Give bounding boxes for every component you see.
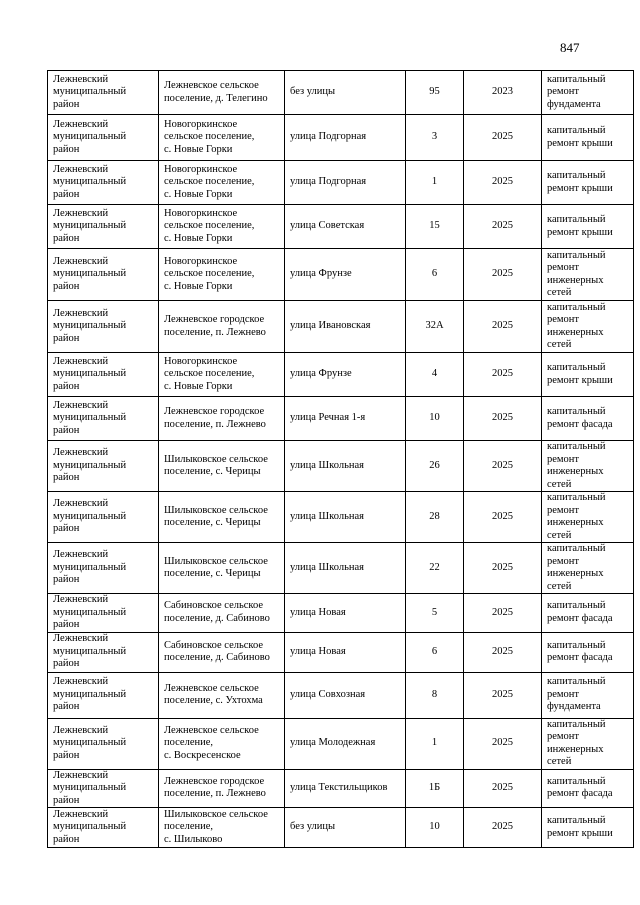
work-type-cell (542, 594, 634, 633)
settlement-cell-line: сельское поселение, (164, 176, 255, 188)
work-type-cell (542, 441, 634, 492)
district-cell (48, 632, 159, 672)
work-type-cell-line: сетей (547, 287, 572, 298)
district-cell-line: район (53, 833, 80, 845)
table-row (48, 543, 634, 594)
table-row (48, 301, 634, 353)
district-cell-line: муниципальный (53, 459, 127, 471)
street-cell: улица Речная 1-я (285, 397, 406, 441)
table-row (48, 353, 634, 397)
settlement-cell (159, 205, 285, 249)
street-cell: улица Новая (285, 594, 406, 633)
work-type-cell-line: капитальный (547, 214, 606, 225)
year-cell: 2025 (464, 594, 542, 633)
district-cell-line: муниципальный (53, 412, 127, 424)
settlement-cell-line: Новогоркинское (164, 255, 238, 267)
district-cell-line: муниципальный (53, 131, 127, 143)
year-cell: 2025 (464, 397, 542, 441)
settlement-cell (159, 397, 285, 441)
work-type-cell-line: ремонт фасада (547, 788, 613, 800)
work-type-cell-line: ремонт крыши (547, 182, 613, 194)
work-type-cell-line: капитальный (547, 441, 606, 452)
work-type-cell (542, 492, 634, 543)
settlement-cell-line: Шилыковское сельское (164, 808, 268, 820)
settlement-cell-line: сельское поселение, (164, 220, 255, 232)
settlement-cell (159, 672, 285, 718)
year-cell: 2025 (464, 301, 542, 353)
work-type-cell (542, 543, 634, 594)
year-cell: 2025 (464, 205, 542, 249)
district-cell-line: район (53, 188, 80, 200)
settlement-cell-line: поселение, (164, 821, 214, 833)
district-cell-line: район (53, 280, 80, 292)
street-cell: улица Школьная (285, 441, 406, 492)
settlement-cell-line: Лежневское городское (164, 775, 265, 787)
house-number-cell: 32А (406, 301, 464, 353)
street-cell: улица Подгорная (285, 161, 406, 205)
district-cell-line: Лежневский (53, 549, 109, 561)
table-row (48, 249, 634, 301)
district-cell-line: Лежневский (53, 163, 109, 175)
district-cell-line: муниципальный (53, 782, 127, 793)
work-type-cell-line: инженерных (547, 466, 604, 477)
settlement-cell-line: Сабиновское сельское (164, 600, 264, 612)
settlement-cell-line: с. Новые Горки (164, 188, 233, 200)
year-cell: 2025 (464, 769, 542, 808)
work-type-cell-line: ремонт (547, 453, 580, 465)
district-cell-line: Лежневский (53, 447, 109, 459)
work-type-cell (542, 353, 634, 397)
table-row (48, 492, 634, 543)
work-type-cell-line: сетей (547, 529, 572, 541)
year-cell: 2025 (464, 543, 542, 594)
work-type-cell-line: фундамента (547, 701, 601, 713)
settlement-cell-line: с. Воскресенское (164, 749, 241, 761)
work-type-cell-line: фундамента (547, 98, 601, 110)
district-cell-line: район (53, 794, 80, 806)
year-cell: 2025 (464, 161, 542, 205)
settlement-cell-line: поселение, д. Сабиново (164, 652, 270, 663)
street-cell: улица Текстильщиков (285, 769, 406, 808)
year-cell: 2025 (464, 353, 542, 397)
table-row (48, 205, 634, 249)
district-cell-line: муниципальный (53, 176, 127, 188)
street-cell: улица Совхозная (285, 672, 406, 718)
table-row (48, 632, 634, 672)
district-cell (48, 397, 159, 441)
settlement-cell-line: поселение, п. Лежнево (164, 418, 266, 430)
district-cell-line: район (53, 232, 80, 244)
district-cell (48, 161, 159, 205)
year-cell: 2025 (464, 115, 542, 161)
settlement-cell-line: Шилыковское сельское (164, 453, 268, 465)
work-type-cell (542, 71, 634, 115)
work-type-cell-line: капитальный (547, 718, 606, 730)
district-cell (48, 718, 159, 769)
district-cell-line: муниципальный (53, 606, 127, 618)
house-number-cell: 10 (406, 808, 464, 848)
work-type-cell-line: ремонт крыши (547, 226, 613, 238)
settlement-cell (159, 71, 285, 115)
table-row (48, 161, 634, 205)
settlement-cell-line: с. Новые Горки (164, 280, 233, 292)
district-cell-line: муниципальный (53, 821, 127, 833)
settlement-cell-line: поселение, (164, 737, 214, 749)
work-type-cell-line: сетей (547, 339, 572, 350)
district-cell-line: муниципальный (53, 368, 127, 380)
district-cell-line: муниципальный (53, 86, 127, 98)
district-cell-line: район (53, 619, 80, 630)
district-cell-line: район (53, 574, 80, 586)
house-number-cell: 3 (406, 115, 464, 161)
district-cell-line: муниципальный (53, 320, 127, 332)
settlement-cell-line: поселение, д. Телегино (164, 92, 268, 104)
house-number-cell: 95 (406, 71, 464, 115)
work-type-cell-line: сетей (547, 580, 572, 592)
street-cell: без улицы (285, 808, 406, 848)
district-cell-line: муниципальный (53, 645, 127, 657)
settlement-cell-line: Лежневское сельское (164, 80, 259, 91)
street-cell: улица Новая (285, 632, 406, 672)
district-cell (48, 769, 159, 808)
work-type-cell-line: сетей (547, 478, 572, 490)
house-number-cell: 6 (406, 249, 464, 301)
street-cell: улица Советская (285, 205, 406, 249)
district-cell-line: Лежневский (53, 633, 109, 645)
work-type-cell-line: ремонт (547, 86, 580, 98)
settlement-cell-line: Шилыковское сельское (164, 555, 268, 567)
street-cell: улица Школьная (285, 543, 406, 594)
year-cell: 2023 (464, 71, 542, 115)
work-type-cell-line: капитальный (547, 543, 606, 554)
settlement-cell (159, 808, 285, 848)
district-cell-line: муниципальный (53, 268, 127, 280)
settlement-cell (159, 718, 285, 769)
work-type-cell-line: ремонт (547, 731, 580, 742)
settlement-cell (159, 441, 285, 492)
settlement-cell-line: Лежневское сельское (164, 724, 259, 736)
settlement-cell (159, 115, 285, 161)
settlement-cell-line: с. Новые Горки (164, 143, 233, 155)
work-type-cell-line: ремонт крыши (547, 374, 613, 386)
work-type-cell-line: ремонт (547, 262, 580, 273)
table-row (48, 808, 634, 848)
district-cell (48, 353, 159, 397)
table-row (48, 71, 634, 115)
district-cell-line: Лежневский (53, 255, 109, 267)
house-number-cell: 10 (406, 397, 464, 441)
district-cell (48, 301, 159, 353)
work-type-cell (542, 161, 634, 205)
settlement-cell-line: Новогоркинское (164, 163, 238, 175)
settlement-cell (159, 161, 285, 205)
district-cell-line: район (53, 424, 80, 436)
district-cell-line: муниципальный (53, 737, 127, 749)
work-type-cell (542, 249, 634, 301)
district-cell-line: муниципальный (53, 510, 127, 522)
work-type-cell (542, 769, 634, 808)
district-cell-line: Лежневский (53, 307, 109, 319)
work-type-cell (542, 808, 634, 848)
street-cell: улица Фрунзе (285, 353, 406, 397)
page-number: 847 (560, 40, 580, 55)
district-cell-line: муниципальный (53, 220, 127, 232)
work-type-cell-line: ремонт крыши (547, 827, 613, 839)
work-type-cell-line: капитальный (547, 775, 606, 787)
work-type-cell-line: капитальный (547, 406, 606, 417)
district-cell-line: Лежневский (53, 676, 109, 688)
work-type-cell-line: инженерных (547, 517, 604, 528)
work-type-cell (542, 397, 634, 441)
house-number-cell: 28 (406, 492, 464, 543)
settlement-cell (159, 594, 285, 633)
house-number-cell: 26 (406, 441, 464, 492)
year-cell: 2025 (464, 249, 542, 301)
district-cell (48, 249, 159, 301)
work-type-cell-line: инженерных (547, 274, 604, 286)
settlement-cell (159, 353, 285, 397)
settlement-cell-line: Сабиновское сельское (164, 639, 264, 651)
work-type-cell-line: капитальный (547, 639, 606, 651)
district-cell (48, 205, 159, 249)
settlement-cell-line: Лежневское сельское (164, 682, 259, 694)
work-type-cell-line: капитальный (547, 600, 606, 612)
settlement-cell-line: Лежневское городское (164, 406, 265, 417)
work-type-cell-line: инженерных (547, 743, 604, 755)
settlement-cell (159, 249, 285, 301)
table-row (48, 397, 634, 441)
work-type-cell-line: инженерных (547, 568, 604, 579)
settlement-cell-line: сельское поселение, (164, 131, 255, 143)
house-number-cell: 4 (406, 353, 464, 397)
district-cell (48, 441, 159, 492)
house-number-cell: 6 (406, 632, 464, 672)
registry-table (47, 70, 634, 848)
settlement-cell-line: с. Шилыково (164, 833, 223, 845)
year-cell: 2025 (464, 718, 542, 769)
district-cell-line: район (53, 523, 80, 535)
house-number-cell: 1 (406, 161, 464, 205)
settlement-cell-line: поселение, с. Черицы (164, 568, 261, 579)
district-cell (48, 71, 159, 115)
district-cell-line: район (53, 143, 80, 155)
work-type-cell-line: ремонт (547, 688, 580, 700)
settlement-cell-line: поселение, п. Лежнево (164, 326, 266, 338)
work-type-cell-line: ремонт (547, 555, 580, 567)
year-cell: 2025 (464, 808, 542, 848)
work-type-cell-line: капитальный (547, 362, 606, 373)
district-cell-line: район (53, 380, 80, 392)
district-cell-line: муниципальный (53, 688, 127, 700)
table-row (48, 115, 634, 161)
settlement-cell (159, 632, 285, 672)
district-cell-line: Лежневский (53, 118, 109, 130)
year-cell: 2025 (464, 441, 542, 492)
house-number-cell: 15 (406, 205, 464, 249)
district-cell (48, 594, 159, 633)
work-type-cell (542, 718, 634, 769)
settlement-cell-line: Новогоркинское (164, 207, 238, 219)
district-cell-line: Лежневский (53, 498, 109, 510)
work-type-cell-line: ремонт фасада (547, 418, 613, 430)
district-cell-line: район (53, 658, 80, 670)
work-type-cell-line: ремонт крыши (547, 137, 613, 149)
work-type-cell-line: капитальный (547, 170, 606, 181)
district-cell-line: Лежневский (53, 399, 109, 411)
work-type-cell-line: инженерных (547, 326, 604, 338)
district-cell-line: Лежневский (53, 355, 109, 367)
settlement-cell (159, 769, 285, 808)
district-cell-line: район (53, 472, 80, 484)
settlement-cell (159, 492, 285, 543)
house-number-cell: 22 (406, 543, 464, 594)
work-type-cell-line: ремонт (547, 314, 580, 325)
settlement-cell-line: поселение, с. Ухтохма (164, 695, 263, 706)
district-cell (48, 672, 159, 718)
work-type-cell-line: капитальный (547, 249, 606, 261)
district-cell-line: Лежневский (53, 808, 109, 820)
district-cell-line: муниципальный (53, 561, 127, 573)
district-cell-line: район (53, 749, 80, 761)
settlement-cell-line: поселение, с. Черицы (164, 466, 261, 477)
year-cell: 2025 (464, 672, 542, 718)
year-cell: 2025 (464, 632, 542, 672)
street-cell: улица Ивановская (285, 301, 406, 353)
settlement-cell-line: Шилыковское сельское (164, 504, 268, 516)
settlement-cell-line: сельское поселение, (164, 268, 255, 280)
settlement-cell-line: поселение, п. Лежнево (164, 788, 266, 800)
work-type-cell-line: капитальный (547, 676, 606, 688)
year-cell: 2025 (464, 492, 542, 543)
work-type-cell (542, 115, 634, 161)
house-number-cell: 8 (406, 672, 464, 718)
work-type-cell-line: ремонт (547, 504, 580, 516)
work-type-cell-line: ремонт фасада (547, 612, 613, 624)
work-type-cell-line: сетей (547, 756, 572, 767)
settlement-cell-line: с. Новые Горки (164, 380, 233, 392)
settlement-cell-line: Новогоркинское (164, 355, 238, 367)
street-cell: без улицы (285, 71, 406, 115)
street-cell: улица Молодежная (285, 718, 406, 769)
district-cell-line: Лежневский (53, 724, 109, 736)
house-number-cell: 1 (406, 718, 464, 769)
district-cell (48, 492, 159, 543)
district-cell-line: Лежневский (53, 73, 109, 85)
street-cell: улица Фрунзе (285, 249, 406, 301)
settlement-cell-line: поселение, д. Сабиново (164, 612, 270, 624)
district-cell (48, 115, 159, 161)
work-type-cell-line: ремонт фасада (547, 652, 613, 663)
district-cell-line: район (53, 98, 80, 110)
registry-table-body (48, 71, 634, 848)
district-cell (48, 808, 159, 848)
work-type-cell-line: капитальный (547, 125, 606, 136)
district-cell (48, 543, 159, 594)
work-type-cell-line: капитальный (547, 492, 606, 503)
table-row (48, 594, 634, 633)
work-type-cell (542, 205, 634, 249)
settlement-cell-line: сельское поселение, (164, 368, 255, 380)
table-row (48, 672, 634, 718)
settlement-cell (159, 543, 285, 594)
district-cell-line: район (53, 701, 80, 713)
district-cell-line: район (53, 332, 80, 344)
house-number-cell: 1Б (406, 769, 464, 808)
table-row (48, 441, 634, 492)
work-type-cell (542, 632, 634, 672)
street-cell: улица Подгорная (285, 115, 406, 161)
district-cell-line: Лежневский (53, 769, 109, 781)
work-type-cell (542, 672, 634, 718)
settlement-cell-line: поселение, с. Черицы (164, 517, 261, 528)
work-type-cell-line: капитальный (547, 815, 606, 826)
table-row (48, 718, 634, 769)
settlement-cell-line: с. Новые Горки (164, 232, 233, 244)
work-type-cell-line: капитальный (547, 73, 606, 85)
table-row (48, 769, 634, 808)
house-number-cell: 5 (406, 594, 464, 633)
district-cell-line: Лежневский (53, 594, 109, 605)
settlement-cell (159, 301, 285, 353)
settlement-cell-line: Лежневское городское (164, 314, 265, 325)
settlement-cell-line: Новогоркинское (164, 118, 238, 130)
district-cell-line: Лежневский (53, 207, 109, 219)
street-cell: улица Школьная (285, 492, 406, 543)
work-type-cell-line: капитальный (547, 301, 606, 313)
work-type-cell (542, 301, 634, 353)
